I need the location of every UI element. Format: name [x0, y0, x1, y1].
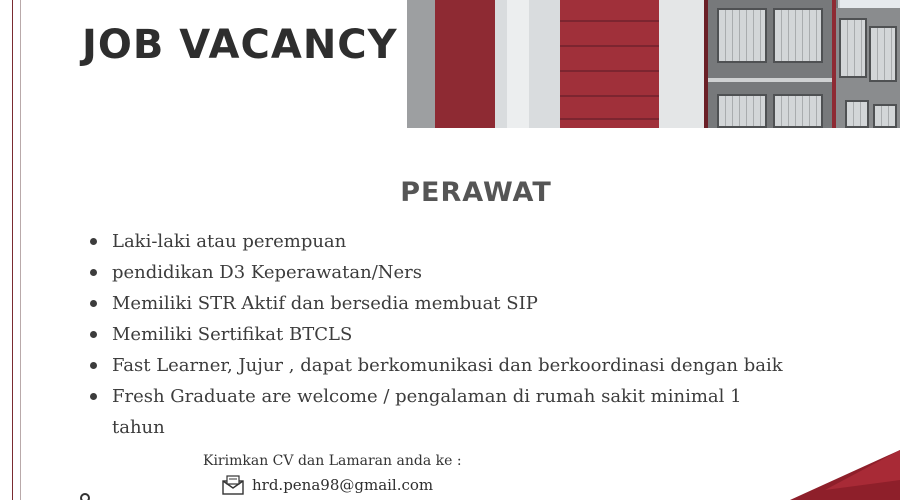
location-icon	[80, 493, 90, 500]
contact-email-row	[222, 475, 433, 495]
list-item: Fresh Graduate are welcome / pengalaman di rumah sakit minimal 1 tahun	[88, 381, 888, 443]
list-item: pendidikan D3 Keperawatan/Ners	[88, 257, 888, 288]
page-title: JOB VACANCY	[82, 22, 398, 68]
left-border-line-inner	[20, 0, 21, 500]
list-item: Memiliki STR Aktif dan bersedia membuat SIP	[88, 288, 888, 319]
bullet-icon	[90, 393, 97, 400]
bullet-icon	[90, 300, 97, 307]
position-heading: PERAWAT	[400, 177, 552, 208]
mail-icon	[222, 475, 244, 495]
bullet-icon	[90, 331, 97, 338]
bullet-icon	[90, 269, 97, 276]
contact-email[interactable]: hrd.pena98@gmail.com	[252, 476, 434, 494]
list-item: Laki-laki atau perempuan	[88, 226, 888, 257]
left-border-line	[12, 0, 13, 500]
building-photo	[407, 0, 900, 128]
list-item: Fast Learner, Jujur , dapat berkomunikasi dan berkoordinasi dengan baik	[88, 350, 888, 381]
list-item-continuation: tahun	[112, 417, 165, 438]
requirements-list	[88, 226, 888, 443]
bullet-icon	[90, 362, 97, 369]
send-instruction: Kirimkan CV dan Lamaran anda ke :	[203, 453, 462, 469]
decorative-swoosh	[730, 450, 900, 500]
bullet-icon	[90, 238, 97, 245]
list-item: Memiliki Sertifikat BTCLS	[88, 319, 888, 350]
